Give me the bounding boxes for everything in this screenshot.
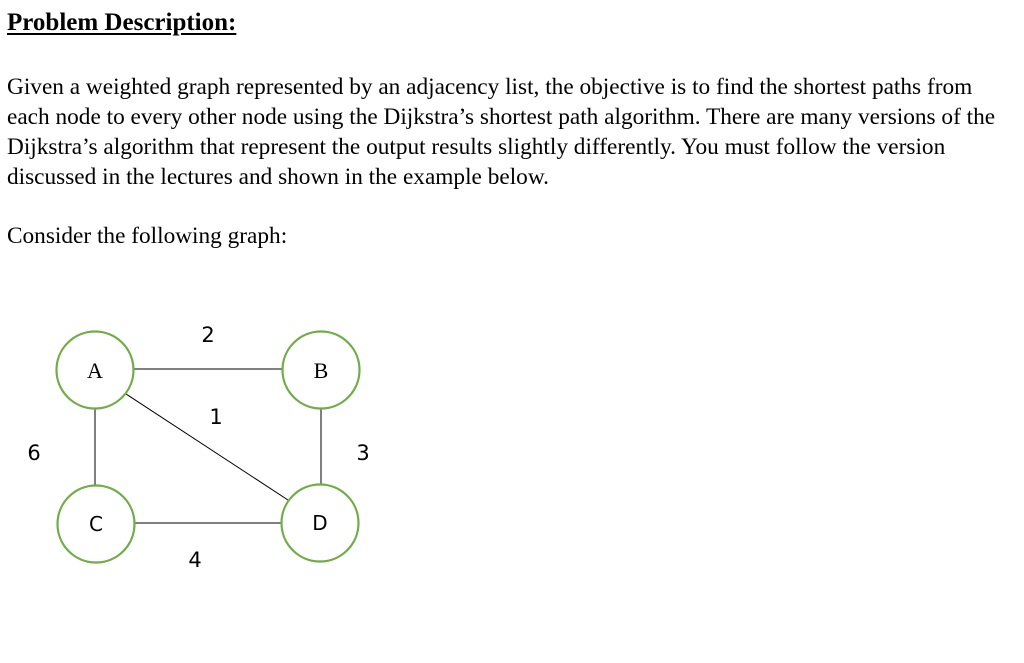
node-b [283, 332, 360, 409]
node-c [58, 486, 135, 563]
node-b-label: B [313, 358, 329, 383]
node-a [57, 332, 134, 409]
node-a-label: A [87, 358, 103, 383]
weight-b-d: 3 [356, 441, 370, 465]
weight-c-d: 4 [188, 548, 202, 572]
node-d-label: D [312, 511, 328, 535]
weight-a-c: 6 [27, 441, 41, 465]
node-c-label: C [89, 512, 103, 536]
node-d [282, 485, 359, 562]
problem-heading: Problem Description: [7, 9, 237, 36]
consider-text: Consider the following graph: [7, 223, 288, 249]
weight-a-b: 2 [201, 323, 215, 347]
graph-diagram [0, 300, 420, 600]
weight-a-d: 1 [209, 405, 223, 429]
problem-paragraph: Given a weighted graph represented by an adjacency list, the objective is to find the shortest paths from each node to every other node using the Dijkstra’s shortest path algorithm. There are many versions of the Dijkstra’s algorithm that represent the output results slightly differently. You must follow the version discussed in the lectures and shown in the example below. [7, 74, 996, 190]
